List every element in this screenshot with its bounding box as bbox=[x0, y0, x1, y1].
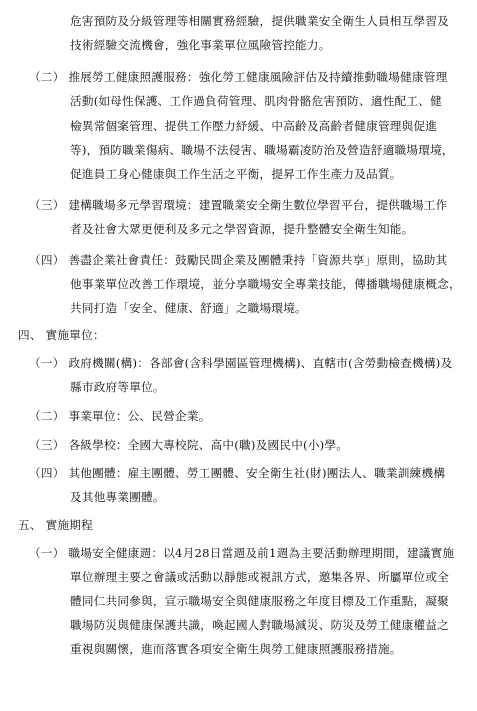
text-line: 體同仁共同參與，宣示職場安全與健康服務之年度目標及工作重點，凝聚 bbox=[70, 594, 450, 608]
subsection-heading: （三） 建構職場多元學習環境：建置職業安全衛生數位學習平台，提供職場工作 bbox=[29, 198, 448, 212]
subsection-heading: （四） 善盡企業社會責任：鼓勵民間企業及團體秉持「資源共享」原則，協助其 bbox=[29, 253, 448, 267]
text-line: 危害預防及分級管理等相關實務經驗，提供職業安全衛生人員相互學習及 bbox=[70, 14, 450, 28]
subsection-heading: （二） 推展勞工健康照護服務：強化勞工健康風險評估及持續推動職場健康管理 bbox=[29, 70, 448, 84]
text-line: 縣市政府等單位。 bbox=[70, 380, 165, 394]
text-line: 者及社會大眾更便利及多元之學習資源，提升整體安全衛生知能。 bbox=[70, 222, 414, 236]
text-line: 他事業單位改善工作環境，並分享職場安全專業技能，傳播職場健康概念， bbox=[70, 277, 461, 291]
text-line: 共同打造「安全、健康、舒適」之職場環境。 bbox=[70, 301, 307, 315]
text-line: 活動(如母性保護、工作過負荷管理、肌肉骨骼危害預防、適性配工、健 bbox=[70, 94, 442, 108]
text-line: 及其他專業團體。 bbox=[70, 490, 165, 504]
text-line: 技術經驗交流機會，強化事業單位風險管控能力。 bbox=[70, 38, 331, 52]
text-line: 職場防災與健康保護共識，喚起國人對職場減災、防災及勞工健康權益之 bbox=[70, 618, 450, 632]
section-heading: 四、 實施單位： bbox=[18, 328, 105, 342]
text-line: 促進員工身心健康與工作生活之平衡，提昇工作生產力及品質。 bbox=[70, 167, 402, 181]
subsection-heading: （一） 政府機關(構)：各部會(含科學園區管理機構)、直轄市(含勞動檢查機構)及 bbox=[29, 356, 453, 370]
subsection-heading: （二） 事業單位：公、民營企業。 bbox=[29, 409, 211, 423]
text-line: 檢異常個案管理、提供工作壓力紓緩、中高齡及高齡者健康管理與促進 bbox=[70, 119, 438, 133]
section-heading: 五、 實施期程 bbox=[18, 518, 93, 532]
text-line: 單位辦理主要之會議或活動以靜態或視訊方式，邀集各界、所屬單位或全 bbox=[70, 570, 450, 584]
text-line: 重視與關懷，進而落實各項安全衛生與勞工健康照護服務措施。 bbox=[70, 642, 402, 656]
subsection-heading: （一） 職場安全健康週：以4月28日當週及前1週為主要活動辦理期間，建議實施 bbox=[29, 546, 455, 560]
subsection-heading: （四） 其他團體：雇主團體、勞工團體、安全衛生社(財)團法人、職業訓練機構 bbox=[29, 466, 446, 480]
subsection-heading: （三） 各級學校：全國大專校院、高中(職)及國民中(小)學。 bbox=[29, 438, 349, 452]
text-line: 等)，預防職業傷病、職場不法侵害、職場霸凌防治及營造舒適職場環境， bbox=[70, 143, 454, 157]
